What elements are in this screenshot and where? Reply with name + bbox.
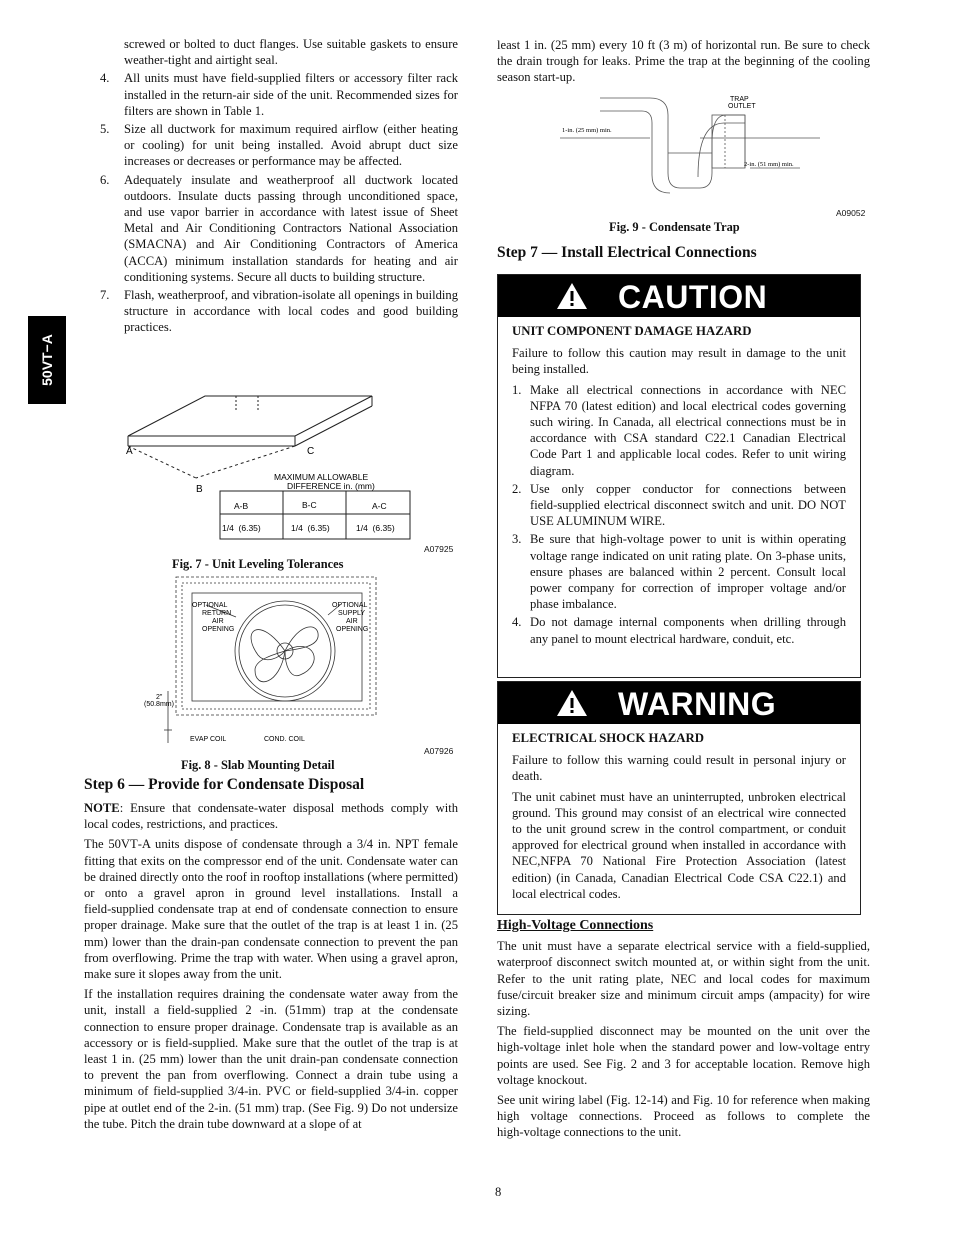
fig7-value-ac: 1/4 (6.35) — [356, 523, 395, 533]
fig9-dim-1: 1‑in. (25 mm) min. — [562, 127, 612, 134]
fig8-supply-label-1: OPTIONAL — [332, 602, 368, 609]
hv-paragraph-1: The unit must have a separate electrical service with a field‑supplied, waterproof disconnect switch mounted at, or within sight from the unit. Refer to the unit rating plate, NEC and local codes for maximum fuse/circuit breaker size and minimum circuit amps (ampacity) for wire sizing. — [497, 939, 870, 1019]
step6-paragraph-1: The 50VT‑A units dispose of condensate through a 3/4 in. NPT female fitting that exits on the compressor end of the unit. Condensate water can be drained directly onto the roof in rooftop installations (where permitted) or onto a gravel apron in ground level installations. Install a field‑supplied condensate trap at end of condensate connection to ensure proper drainage. Make sure that the outlet of the trap is at least 1 in. (25 mm) lower than the drain‑pan condensate connection to prevent the pan from overflowing. Prime the trap with water. When using a gravel apron, make sure it slopes away from the unit. — [84, 837, 458, 982]
fig7-corner-b: B — [196, 484, 203, 495]
fig8-caption: Fig. 8 ‑ Slab Mounting Detail — [181, 758, 335, 772]
list-item: screwed or bolted to duct flanges. Use suitable gaskets to ensure weather‑tight and airtight seal. — [124, 37, 458, 68]
fig7-header-ac: A‑C — [372, 501, 387, 511]
fig8-evap-label: EVAP COIL — [190, 736, 227, 743]
warning-triangle-icon — [555, 688, 589, 718]
warning-banner — [498, 682, 860, 724]
fig9-dim-2: 2‑in. (51 mm) min. — [744, 161, 794, 168]
warning-banner-label: WARNING — [618, 686, 777, 722]
fig9-trap-outlet-2: OUTLET — [728, 103, 756, 110]
list-item: 5. Size all ductwork for maximum required airflow (either heating or cooling) for unit being installed. Avoid abrupt duct size increases or decreases or performance may be affected. — [100, 122, 458, 169]
list-item: 1. Make all electrical connections in accordance with NEC NFPA 70 (latest edition) and local electrical codes governing such wiring. In Canada, all electrical connections must be in accordance with CSA standard C22.1 Canadian Electrical Code Part 1 and applicable local codes. Refer to unit wiring diagram. — [512, 382, 846, 478]
warning-intro: Failure to follow this warning could result in personal injury or death. — [512, 753, 846, 784]
fig8-return-label-4: OPENING — [202, 626, 235, 633]
list-item: 4. All units must have field‑supplied filters or accessory filter rack installed in the return‑air side of the unit. Recommended sizes for filters are shown in Table 1. — [100, 71, 458, 118]
fig8-slab-diagram — [140, 575, 380, 745]
left-list — [100, 36, 458, 338]
warning-box — [497, 681, 861, 915]
fig7-code: A07925 — [424, 544, 454, 554]
list-item: 2. Use only copper conductor for connections between field‑supplied electrical disconnect switch and unit. DO NOT USE ALUMINUM WIRE. — [512, 481, 846, 529]
fig8-supply-label-2: SUPPLY — [338, 610, 366, 617]
side-tab-label: 50VT−A — [39, 334, 55, 386]
step6-body — [84, 800, 458, 1136]
step6-paragraph-2: If the installation requires draining the condensate water away from the unit, install a field‑supplied 2 ‑in. (51mm) trap at the condensate connection to ensure proper drainage. Condensate trap is available as an accessory or is field‑supplied. Make sure that the outlet of the trap is at least 1 in. (25 mm) lower than the unit drain‑pan condensate connection to prevent the pan from overflowing. Connect a drain tube using a minimum of field‑supplied 3/4‑in. PVC or field‑supplied 3/4‑in. copper pipe at outlet end of the 2‑in. (51 mm) trap. (See Fig. 9) Do not undersize the tube. Pitch the drain tube downward at a slope of at — [84, 987, 458, 1131]
hv-section — [497, 918, 870, 1145]
fig7-header-ab: A‑B — [234, 501, 249, 511]
caution-box — [497, 274, 861, 678]
list-item: 3. Be sure that high‑voltage power to unit is within operating voltage range indicated on unit rating plate. On 3‑phase units, ensure phases are balanced within 2 percent. Consult local power company for correction of improper voltage and/or phase imbalance. — [512, 532, 846, 612]
fig9-trap-outlet-1: TRAP — [730, 96, 749, 103]
fig8-return-label-3: AIR — [212, 618, 224, 625]
warning-text: The unit cabinet must have an uninterrupted, unbroken electrical ground. This ground may consist of an electrical wire connected to the unit ground screw in the control compartment, or conduit approved for electrical ground when installed in accordance with NEC,NFPA 70 National Fire Protection Association (latest edition) (in Canada, Canadian Electrical Code CSA C22.1) and local electrical codes. — [512, 789, 846, 901]
list-item: 6. Adequately insulate and weatherproof all ductwork located outdoors. Insulate ducts passing through unconditioned space, and use vapor barrier in accordance with latest issue of Sheet Metal and Air Conditioning Contractors National Association (SMACNA) and Air Conditioning Contractors of America (ACCA) minimum installation standards for heating and air conditioning systems. Secure all ducts to building structure. — [100, 172, 458, 284]
fig7-leveling-diagram — [110, 388, 460, 548]
fig8-supply-label-4: OPENING — [336, 626, 369, 633]
hv-paragraph-3: See unit wiring label (Fig. 12‑14) and Fig. 10 for reference when making high voltage connections. Proceed as follows to complete the high‑voltage connections to the unit. — [497, 1093, 870, 1140]
fig7-caption: Fig. 7 ‑ Unit Leveling Tolerances — [172, 557, 344, 571]
hv-paragraph-2: The field‑supplied disconnect may be mounted on the unit over the high‑voltage inlet hole when the standard power and low‑voltage entry points are used. See Fig. 2 and 3 for acceptable location. Remove high voltage knockout. — [497, 1024, 870, 1087]
warning-triangle-icon — [555, 281, 589, 311]
warning-hazard-title: ELECTRICAL SHOCK HAZARD — [512, 731, 704, 745]
caution-body — [512, 323, 846, 649]
fig8-cond-label: COND. COIL — [264, 736, 305, 743]
list-item: 4. Do not damage internal components when drilling through any panel to mount electrical hardware, conduit, etc. — [512, 615, 846, 646]
page-number: 8 — [495, 1185, 502, 1199]
fig8-dim-label-2: (50.8mm) — [144, 701, 174, 708]
caution-banner-label: CAUTION — [618, 279, 768, 315]
caution-hazard-title: UNIT COMPONENT DAMAGE HAZARD — [512, 324, 752, 338]
step7-heading: Step 7 — Install Electrical Connections — [497, 244, 757, 261]
fig8-dim-label-1: 2" — [156, 694, 163, 701]
fig8-return-label-2: RETURN — [202, 610, 232, 617]
step6-heading: Step 6 — Provide for Condensate Disposal — [84, 776, 365, 793]
fig7-corner-c: C — [307, 446, 315, 457]
fig7-corner-a: A — [126, 446, 133, 457]
list-item: 7. Flash, weatherproof, and vibration‑isolate all openings in building structure in accordance with local codes and good building practices. — [100, 288, 458, 335]
fig8-supply-label-3: AIR — [346, 618, 358, 625]
side-tab — [28, 316, 66, 404]
fig7-header-bc: B‑C — [302, 500, 317, 510]
fig7-table-title-2: DIFFERENCE in. (mm) — [287, 481, 375, 491]
fig8-return-label-1: OPTIONAL — [192, 602, 228, 609]
caution-intro: Failure to follow this caution may result in damage to the unit being installed. — [512, 346, 846, 377]
fig7-value-ab: 1/4 (6.35) — [222, 523, 261, 533]
fig9-trap-diagram — [560, 93, 820, 198]
step6-note: NOTE: Ensure that condensate‑water disposal methods comply with local codes, restrictions, and practices. — [84, 801, 458, 832]
fig8-code: A07926 — [424, 746, 454, 756]
fig9-caption: Fig. 9 ‑ Condensate Trap — [609, 220, 740, 234]
right-top-paragraph: least 1 in. (25 mm) every 10 ft (3 m) of horizontal run. Be sure to check the drain trough for leaks. Prime the trap at the beginning of the cooling season start‑up. — [497, 38, 870, 85]
fig9-code: A09052 — [836, 208, 866, 218]
fig7-table-title-1: MAXIMUM ALLOWABLE — [274, 472, 369, 482]
hv-heading: High‑Voltage Connections — [497, 918, 654, 933]
warning-body — [512, 730, 846, 906]
fig7-value-bc: 1/4 (6.35) — [291, 523, 330, 533]
caution-banner — [498, 275, 860, 317]
